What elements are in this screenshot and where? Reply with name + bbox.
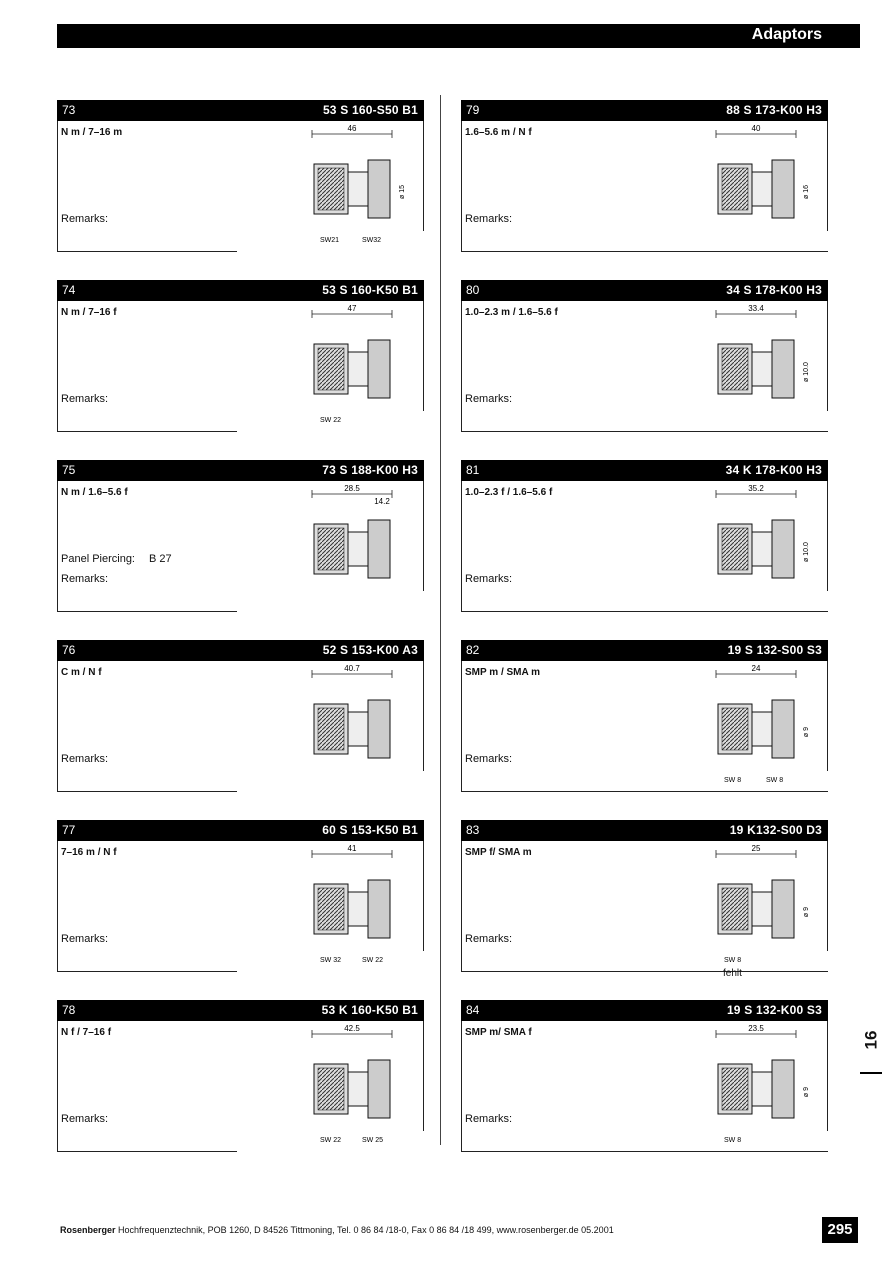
item-number: 83 (466, 823, 480, 837)
item-number: 73 (62, 103, 76, 117)
adaptor-drawing (646, 482, 821, 610)
connector-middle (752, 1072, 772, 1106)
remarks-label: Remarks: (61, 213, 109, 225)
diameter-label: ø 10.0 (803, 362, 810, 382)
part-number: 53 S 160-S50 B1 (322, 103, 418, 117)
connector-body-right (772, 700, 794, 758)
adaptor-drawing (646, 1022, 821, 1150)
dimension-label: 47 (347, 304, 357, 313)
diameter-label: ø 16 (803, 184, 810, 200)
part-number: 53 K 160-K50 B1 (321, 1003, 418, 1017)
connector-body-right (368, 880, 390, 938)
part-number: 19 S 132-S00 S3 (727, 643, 822, 657)
section-tick (860, 1072, 882, 1074)
part-number: 52 S 153-K00 A3 (322, 643, 418, 657)
dimension-label: 41 (347, 844, 357, 853)
card-right-border (423, 481, 424, 591)
card-right-border (827, 841, 828, 951)
connector-body-right (368, 340, 390, 398)
item-number: 84 (466, 1003, 480, 1017)
connector-body-right (772, 1060, 794, 1118)
item-number: 82 (466, 643, 480, 657)
connector-middle (752, 532, 772, 566)
dimension-label: 40 (751, 124, 761, 133)
connector-type: N m / 7–16 f (61, 307, 117, 318)
connector-body-right (368, 520, 390, 578)
card-left-border (461, 301, 462, 432)
card-left-border (461, 121, 462, 252)
connector-body-right (772, 340, 794, 398)
card-header (57, 820, 424, 841)
knurled-nut (722, 168, 748, 210)
panel-piercing-label: Panel Piercing: (61, 553, 135, 565)
item-number: 78 (62, 1003, 76, 1017)
card-bottom-border (461, 971, 828, 972)
knurled-nut (318, 348, 344, 390)
card-right-border (827, 301, 828, 411)
connector-middle (348, 352, 368, 386)
part-number: 73 S 188-K00 H3 (322, 463, 418, 477)
connector-type: 1.0–2.3 f / 1.6–5.6 f (465, 487, 553, 498)
dimension-label: 42.5 (344, 1024, 360, 1033)
product-card (57, 460, 424, 612)
knurled-nut (722, 1068, 748, 1110)
remarks-label: Remarks: (61, 933, 109, 945)
card-header (57, 280, 424, 301)
item-number: 76 (62, 643, 76, 657)
card-right-border (827, 1021, 828, 1131)
column-divider (440, 95, 441, 1145)
wrench-size-label: SW32 (362, 237, 382, 244)
connector-body-right (368, 700, 390, 758)
wrench-size-label: SW 8 (766, 777, 784, 784)
card-header (461, 280, 828, 301)
connector-type: N m / 1.6–5.6 f (61, 487, 128, 498)
remarks-label: Remarks: (465, 573, 513, 585)
knurled-nut (318, 708, 344, 750)
card-bottom-border (57, 611, 237, 612)
connector-type: SMP m/ SMA f (465, 1027, 532, 1038)
footer-text: Hochfrequenztechnik, POB 1260, D 84526 Tittmoning, Tel. 0 86 84 /18-0, Fax 0 86 84 /18 499, www.rosenberger.de 05.2001 (118, 1225, 614, 1235)
wrench-size-label: SW21 (320, 237, 340, 244)
part-number: 19 K132-S00 D3 (729, 823, 822, 837)
connector-type: N f / 7–16 f (61, 1027, 112, 1038)
connector-middle (752, 352, 772, 386)
section-title: Adaptors (751, 26, 822, 43)
item-number: 77 (62, 823, 76, 837)
card-bottom-border (461, 431, 828, 432)
product-card (461, 820, 828, 979)
connector-type: 7–16 m / N f (61, 847, 117, 858)
dimension-label: 33.4 (748, 304, 764, 313)
knurled-nut (318, 1068, 344, 1110)
panel-piercing (61, 553, 172, 565)
product-card (461, 640, 828, 792)
card-bottom-border (57, 431, 237, 432)
card-header (461, 640, 828, 661)
connector-type: N m / 7–16 m (61, 127, 123, 138)
card-left-border (461, 1021, 462, 1152)
card-bottom-border (57, 971, 237, 972)
wrench-size-label: SW 22 (320, 417, 342, 424)
adaptor-drawing (646, 122, 821, 250)
part-number: 60 S 153-K50 B1 (322, 823, 418, 837)
diameter-label: ø 15 (399, 184, 406, 200)
wrench-size-label: SW 25 (362, 1137, 384, 1144)
part-number: 53 S 160-K50 B1 (322, 283, 418, 297)
card-bottom-border (57, 791, 237, 792)
dimension-label: 46 (347, 124, 357, 133)
connector-body-right (772, 520, 794, 578)
dimension-label: 28.5 (344, 484, 360, 493)
knurled-nut (722, 348, 748, 390)
card-bottom-border (461, 251, 828, 252)
product-card (461, 280, 828, 432)
connector-middle (752, 172, 772, 206)
card-right-border (423, 1021, 424, 1131)
diameter-label: ø 9 (803, 906, 810, 918)
adaptor-drawing (242, 122, 417, 250)
dimension-label: 35.2 (748, 484, 764, 493)
wrench-size-label: SW 8 (724, 777, 742, 784)
item-number: 74 (62, 283, 76, 297)
adaptor-drawing (646, 662, 821, 790)
knurled-nut (318, 888, 344, 930)
remarks-label: Remarks: (465, 393, 513, 405)
adaptor-drawing (242, 482, 417, 610)
wrench-size-label: SW 8 (724, 1137, 742, 1144)
card-bottom-border (57, 251, 237, 252)
product-card (57, 1000, 424, 1152)
remarks-label: Remarks: (61, 1113, 109, 1125)
card-right-border (827, 481, 828, 591)
card-left-border (57, 661, 58, 792)
remarks-label: Remarks: (465, 1113, 513, 1125)
section-number: 16 (861, 1030, 881, 1050)
item-number: 80 (466, 283, 480, 297)
card-header (461, 1000, 828, 1021)
wrench-size-label: SW 22 (362, 957, 384, 964)
section-header-bar (57, 24, 860, 48)
connector-middle (348, 532, 368, 566)
remarks-label: Remarks: (61, 573, 109, 585)
card-right-border (423, 661, 424, 771)
card-header (57, 100, 424, 121)
product-card (461, 460, 828, 612)
remarks-label: Remarks: (465, 753, 513, 765)
note-text: fehlt (723, 968, 742, 979)
card-bottom-border (461, 1151, 828, 1152)
card-header (461, 820, 828, 841)
connector-type: 1.6–5.6 m / N f (465, 127, 532, 138)
item-number: 81 (466, 463, 480, 477)
dimension-label-2: 14.2 (374, 497, 390, 506)
part-number: 34 S 178-K00 H3 (726, 283, 822, 297)
adaptor-drawing (242, 662, 417, 790)
card-bottom-border (461, 611, 828, 612)
product-card (461, 100, 828, 252)
card-left-border (57, 481, 58, 612)
adaptor-drawing (646, 302, 821, 430)
card-bottom-border (57, 1151, 237, 1152)
item-number: 75 (62, 463, 76, 477)
product-card (57, 280, 424, 432)
remarks-label: Remarks: (61, 393, 109, 405)
dimension-label: 25 (751, 844, 761, 853)
connector-type: SMP m / SMA m (465, 667, 541, 678)
knurled-nut (318, 528, 344, 570)
card-left-border (461, 841, 462, 972)
connector-middle (348, 712, 368, 746)
connector-middle (348, 172, 368, 206)
part-number: 88 S 173-K00 H3 (726, 103, 822, 117)
knurled-nut (722, 888, 748, 930)
connector-type: 1.0–2.3 m / 1.6–5.6 f (465, 307, 558, 318)
card-header (57, 640, 424, 661)
connector-body-right (772, 880, 794, 938)
adaptor-drawing (242, 302, 417, 430)
knurled-nut (722, 528, 748, 570)
product-card (57, 100, 424, 252)
card-right-border (827, 661, 828, 771)
diameter-label: ø 9 (803, 1086, 810, 1098)
knurled-nut (722, 708, 748, 750)
product-card (461, 1000, 828, 1152)
card-left-border (57, 841, 58, 972)
adaptor-drawing (242, 842, 417, 970)
connector-body-right (368, 160, 390, 218)
part-number: 34 K 178-K00 H3 (725, 463, 822, 477)
card-right-border (827, 121, 828, 231)
remarks-label: Remarks: (465, 933, 513, 945)
dimension-label: 23.5 (748, 1024, 764, 1033)
card-left-border (461, 661, 462, 792)
product-card (57, 820, 424, 972)
panel-piercing-value: B 27 (149, 553, 172, 565)
connector-middle (752, 892, 772, 926)
adaptor-drawing (646, 842, 821, 970)
connector-middle (348, 1072, 368, 1106)
connector-middle (752, 712, 772, 746)
card-left-border (461, 481, 462, 612)
wrench-size-label: SW 32 (320, 957, 342, 964)
wrench-size-label: SW 22 (320, 1137, 342, 1144)
card-left-border (57, 301, 58, 432)
item-number: 79 (466, 103, 480, 117)
footer (60, 1225, 614, 1235)
connector-middle (348, 892, 368, 926)
diameter-label: ø 10.0 (803, 542, 810, 562)
adaptor-drawing (242, 1022, 417, 1150)
connector-type: C m / N f (61, 667, 102, 678)
card-header (461, 100, 828, 121)
remarks-label: Remarks: (61, 753, 109, 765)
remarks-label: Remarks: (465, 213, 513, 225)
card-header (57, 1000, 424, 1021)
product-card (57, 640, 424, 792)
part-number: 19 S 132-K00 S3 (726, 1003, 822, 1017)
page-number: 295 (822, 1217, 858, 1243)
card-header (57, 460, 424, 481)
card-right-border (423, 121, 424, 231)
card-right-border (423, 301, 424, 411)
card-bottom-border (461, 791, 828, 792)
card-left-border (57, 1021, 58, 1152)
dimension-label: 40.7 (344, 664, 360, 673)
connector-body-right (772, 160, 794, 218)
card-right-border (423, 841, 424, 951)
card-header (461, 460, 828, 481)
knurled-nut (318, 168, 344, 210)
dimension-label: 24 (751, 664, 761, 673)
connector-body-right (368, 1060, 390, 1118)
wrench-size-label: SW 8 (724, 957, 742, 964)
card-left-border (57, 121, 58, 252)
footer-company: Rosenberger (60, 1225, 116, 1235)
diameter-label: ø 9 (803, 726, 810, 738)
connector-type: SMP f/ SMA m (465, 847, 532, 858)
